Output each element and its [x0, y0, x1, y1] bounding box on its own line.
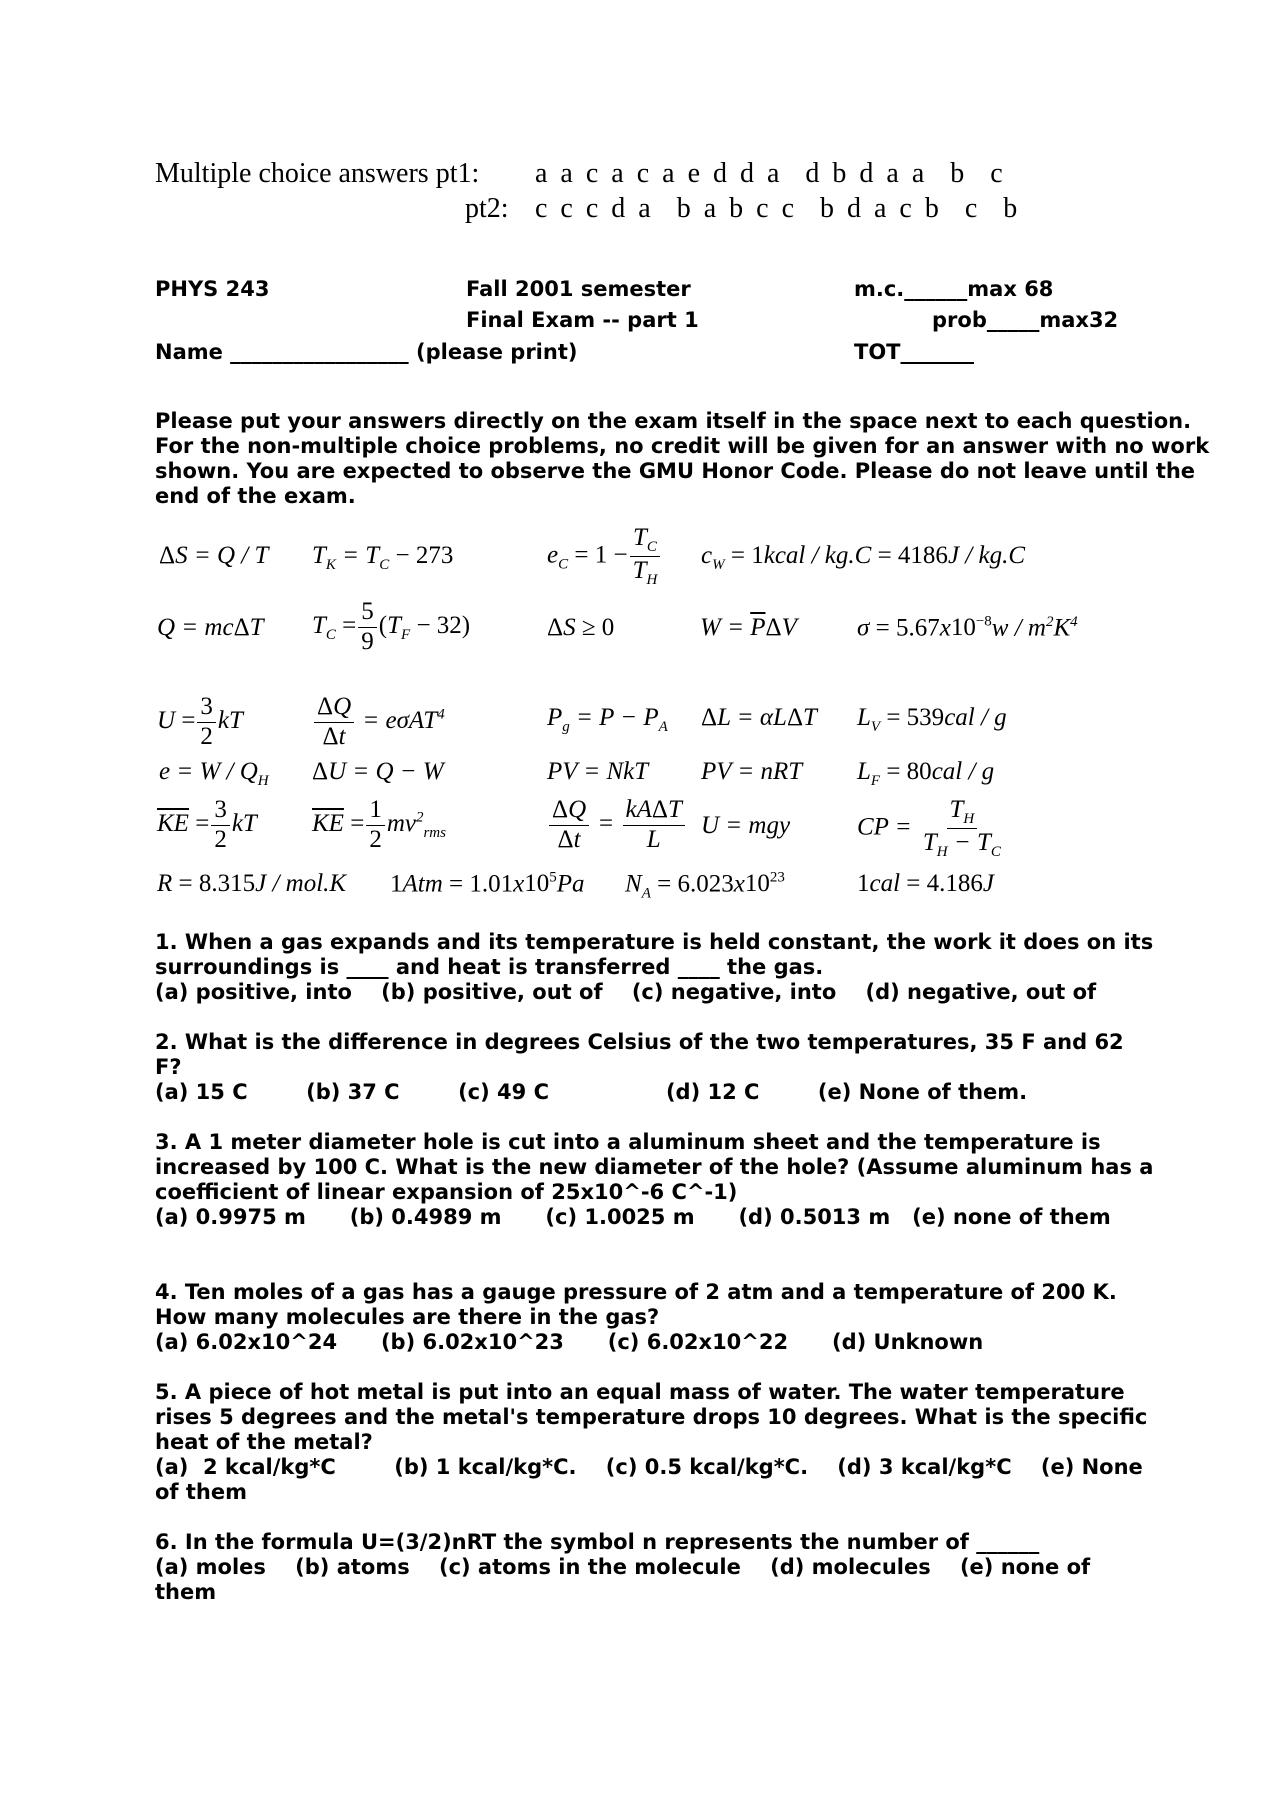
formula-internal-energy: U = $\frac{3}{2}$ kT — [157, 693, 243, 750]
formula-gauge-pressure: $P_g = P - P_A$ — [547, 704, 668, 735]
formula-efficiency: $e = W / Q_H$ — [159, 758, 269, 789]
formula-celsius: $T_C$ = $\frac{5}{9}$ $(T_F - 32)$ — [312, 598, 471, 655]
formula-latent-vaporization: $L_V = 539cal / g$ — [857, 704, 1007, 735]
formula-water-heat: $c_W$ = 1kcal / kg.C = 4186J / kg.C — [701, 542, 1026, 573]
question-2 — [155, 1030, 1155, 1105]
formula-conduction: $\frac{\Delta Q}{\Delta t}$ = $\frac{\text{kAΔT}}{L}$ — [547, 796, 687, 855]
question-6 — [155, 1530, 1155, 1605]
formula-kelvin: $T_K = T_C - 273$ — [312, 542, 454, 573]
formula-radiation: $\frac{\Delta Q}{\Delta t}$ = eσAT$^4$ — [312, 693, 445, 752]
formula-coefficient-performance: CP = $\frac{T_H}{T_H - T_C}$ — [857, 796, 1001, 861]
formula-kinetic-energy-rms: $\overline{KE}$ = $\frac{1}{2}$ $mv^2_{rms}$ — [312, 796, 446, 853]
question-2-options[interactable]: (a) 15 C (b) 37 C (c) 49 C (d) 12 C (e) None of them. — [155, 1080, 1028, 1104]
question-4 — [155, 1280, 1155, 1355]
question-1 — [155, 930, 1155, 1005]
formula-kinetic-energy-temp: $\overline{KE}$ = $\frac{3}{2}$ kT — [157, 796, 257, 853]
mc-score-line[interactable]: m.c.______max 68 — [854, 277, 1054, 301]
name-line[interactable]: Name _________________ (please print) — [155, 340, 578, 364]
formula-potential-energy: U = mgy — [701, 812, 791, 839]
question-6-text: 6. In the formula U=(3/2)nRT the symbol n represents the number of ______ — [155, 1530, 1040, 1554]
question-2-text: 2. What is the difference in degrees Celsius of the two temperatures, 35 F and 62 F? — [155, 1030, 1124, 1079]
question-3-text: 3. A 1 meter diameter hole is cut into a aluminum sheet and the temperature is increased by 100 C. What is the new diameter of the hole? (Assume aluminum has a coefficient of linear expansion of 25x10^-6 C^-1) — [155, 1130, 1154, 1204]
formula-first-law: ΔU = Q − W — [312, 758, 444, 785]
question-4-options[interactable]: (a) 6.02x10^24 (b) 6.02x10^23 (c) 6.02x10^22 (d) Unknown — [155, 1330, 984, 1354]
formula-entropy: ΔS = Q / T — [159, 542, 269, 569]
formula-ideal-gas-moles: PV = nRT — [701, 758, 803, 785]
formula-sheet — [155, 520, 1155, 900]
question-6-options[interactable]: (a) moles (b) atoms (c) atoms in the molecule (d) molecules (e) none of them — [155, 1555, 1098, 1604]
formula-stefan-constant: $\sigma = 5.67x10^{-8}w / m^2K^4$ — [857, 614, 1078, 642]
course-code: PHYS 243 — [155, 277, 270, 301]
question-5-text: 5. A piece of hot metal is put into an equal mass of water. The water temperature rises 5 degrees and the metal's temperature drops 10 degrees. What is the specific heat of the metal? — [155, 1380, 1148, 1454]
formula-carnot-efficiency: $e_C = 1$ − $\frac{T_C}{T_H}$ — [547, 524, 662, 590]
question-3-options[interactable]: (a) 0.9975 m (b) 0.4989 m (c) 1.0025 m (d) 0.5013 m (e) none of them — [155, 1205, 1111, 1229]
exam-title: Final Exam -- part 1 — [466, 308, 699, 332]
instructions: Please put your answers directly on the exam itself in the space next to each question. For the non-multiple choice problems, no credit will be given for an answer with no work shown. You are expected to observe the GMU Honor Code. Please do not leave until the end of the exam. — [155, 409, 1210, 508]
formula-latent-fusion: $L_F = 80cal / g$ — [857, 758, 995, 789]
answers-pt2-label: pt2: — [465, 193, 509, 224]
answers-pt1-values: a a c a c a e d d a d b d a a b c — [535, 158, 1003, 189]
formula-calorie: 1cal = 4.186J — [857, 870, 995, 897]
formula-second-law: ΔS ≥ 0 — [547, 614, 615, 641]
prob-score-line[interactable]: prob_____max32 — [932, 308, 1119, 332]
formula-ideal-gas-n: PV = NkT — [547, 758, 649, 785]
question-4-text: 4. Ten moles of a gas has a gauge pressure of 2 atm and a temperature of 200 K. How many molecules are there in the gas? — [155, 1280, 1117, 1329]
answers-pt1-label: Multiple choice answers pt1: — [155, 158, 480, 189]
formula-heat: Q = mcΔT — [157, 614, 264, 641]
formula-atmosphere: $1Atm = 1.01x10^5Pa$ — [390, 870, 585, 898]
question-1-text: 1. When a gas expands and its temperature is held constant, the work it does on its surroundings is ____ and heat is transferred ____ the gas. — [155, 930, 1154, 979]
question-3 — [155, 1130, 1155, 1230]
formula-linear-expansion: ΔL = αLΔT — [701, 704, 817, 731]
total-score-line[interactable]: TOT_______ — [854, 340, 975, 364]
semester: Fall 2001 semester — [466, 277, 691, 301]
formula-avogadro: $N_A = 6.023x10^{23}$ — [625, 870, 785, 902]
question-5-options[interactable]: (a) 2 kcal/kg*C (b) 1 kcal/kg*C. (c) 0.5 kcal/kg*C. (d) 3 kcal/kg*C (e) None of them — [155, 1455, 1151, 1504]
formula-work: $W = \overline{P}\Delta V$ — [700, 614, 797, 641]
question-5 — [155, 1380, 1155, 1505]
answers-pt2-values: c c c d a b a b c c b d a c b c b — [535, 193, 1018, 224]
question-1-options[interactable]: (a) positive, into (b) positive, out of (c) negative, into (d) negative, out of — [155, 980, 1097, 1004]
formula-gas-constant: R = 8.315J / mol.K — [157, 870, 347, 897]
